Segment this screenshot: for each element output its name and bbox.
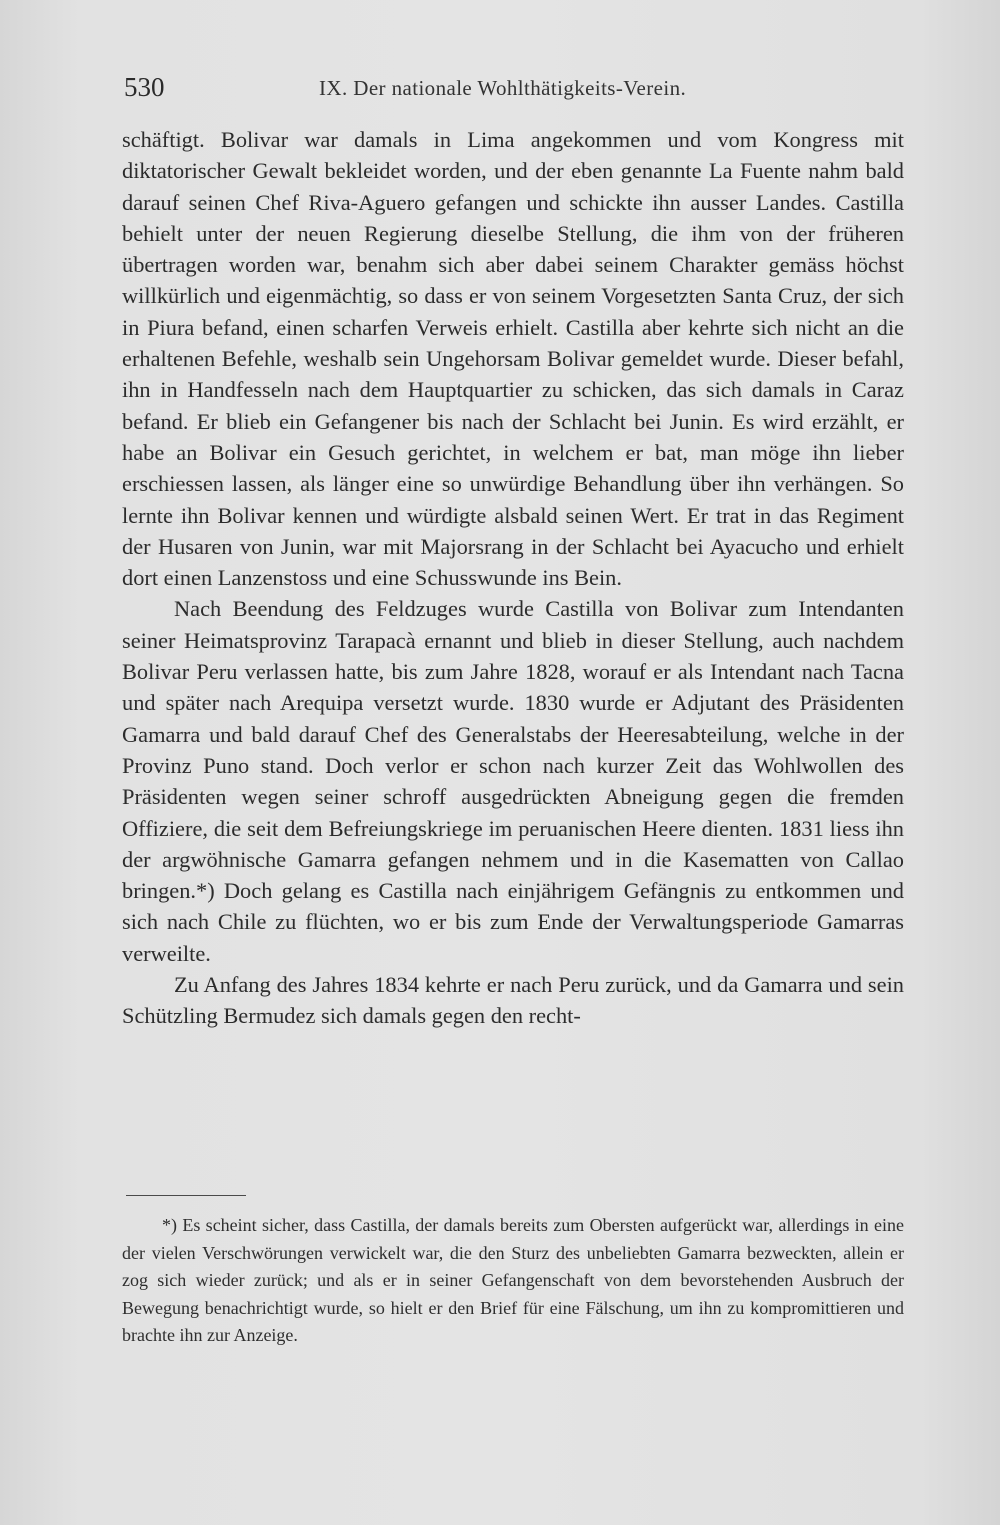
footnote: *) Es scheint sicher, dass Castilla, der damals bereits zum Obersten aufgerückt war, allerdings in eine der vielen Verschwörungen verwickelt war, die den Sturz des unbeliebten Gamarra bezweckten, allein er zog sich wieder zurück; und als er in seiner Gefangenschaft von dem bevorstehenden Ausbruch der Bewegung benachrichtigt wurde, so hielt er den Brief für eine Fälschung, um ihn zu kompromittieren und brachte ihn zur Anzeige. bbox=[122, 1215, 904, 1345]
footnote-divider bbox=[126, 1195, 246, 1196]
paragraph-2: Nach Beendung des Feldzuges wurde Castilla von Bolivar zum Intendanten seiner Heimatsprovinz Tarapacà ernannt und blieb in dieser Stellung, auch nachdem Bolivar Peru verlassen hatte, bis zum Jahre 1828, worauf er als Intendant nach Tacna und später nach Arequipa versetzt wurde. 1830 wurde er Adjutant des Präsidenten Gamarra und bald darauf Chef des Generalstabs der Heeresabteilung, welche in der Provinz Puno stand. Doch verlor er schon nach kurzer Zeit das Wohlwollen des Präsidenten wegen seiner schroff ausgedrückten Abneigung gegen die fremden Offiziere, die seit dem Befreiungskriege im peruanischen Heere dienten. 1831 liess ihn der argwöhnische Gamarra gefangen nehmem und in die Kasematten von Callao bringen.*) Doch gelang es Castilla nach einjährigem Gefängnis zu entkommen und sich nach Chile zu flüchten, wo er bis zum Ende der Verwaltungsperiode Gamarras verweilte. bbox=[122, 596, 904, 966]
main-text bbox=[122, 124, 904, 1032]
paragraph-1: schäftigt. Bolivar war damals in Lima angekommen und vom Kongress mit diktatorischer Gewalt bekleidet worden, und der eben genannte La Fuente nahm bald darauf seinen Chef Riva-Aguero gefangen und schickte ihn ausser Landes. Castilla behielt unter der neuen Regierung dieselbe Stellung, die ihm von der früheren übertragen worden war, benahm sich aber dabei seinem Charakter gemäss höchst willkürlich und eigenmächtig, so dass er von seinem Vorgesetzten Santa Cruz, der sich in Piura befand, einen scharfen Verweis erhielt. Castilla aber kehrte sich nicht an die erhaltenen Befehle, weshalb sein Ungehorsam Bolivar gemeldet wurde. Dieser befahl, ihn in Handfesseln nach dem Hauptquartier zu schicken, das sich damals in Caraz befand. Er blieb ein Gefangener bis nach der Schlacht bei Junin. Es wird erzählt, er habe an Bolivar ein Gesuch gerichtet, in welchem er bat, man möge ihn lieber erschiessen lassen, als länger eine so unwürdige Behandlung über ihn verhängen. So lernte ihn Bolivar kennen und würdigte alsbald seinen Wert. Er trat in das Regiment der Husaren von Junin, war mit Majorsrang in der Schlacht bei Ayacucho und erhielt dort einen Lanzenstoss und eine Schusswunde ins Bein. bbox=[122, 127, 904, 591]
running-title: IX. Der nationale Wohlthätigkeits-Verein. bbox=[319, 76, 687, 100]
page-number: 530 bbox=[124, 72, 165, 102]
page-header bbox=[124, 72, 906, 106]
paragraph-3: Zu Anfang des Jahres 1834 kehrte er nach Peru zurück, und da Gamarra und sein Schützling Bermudez sich damals gegen den recht- bbox=[122, 972, 904, 1029]
